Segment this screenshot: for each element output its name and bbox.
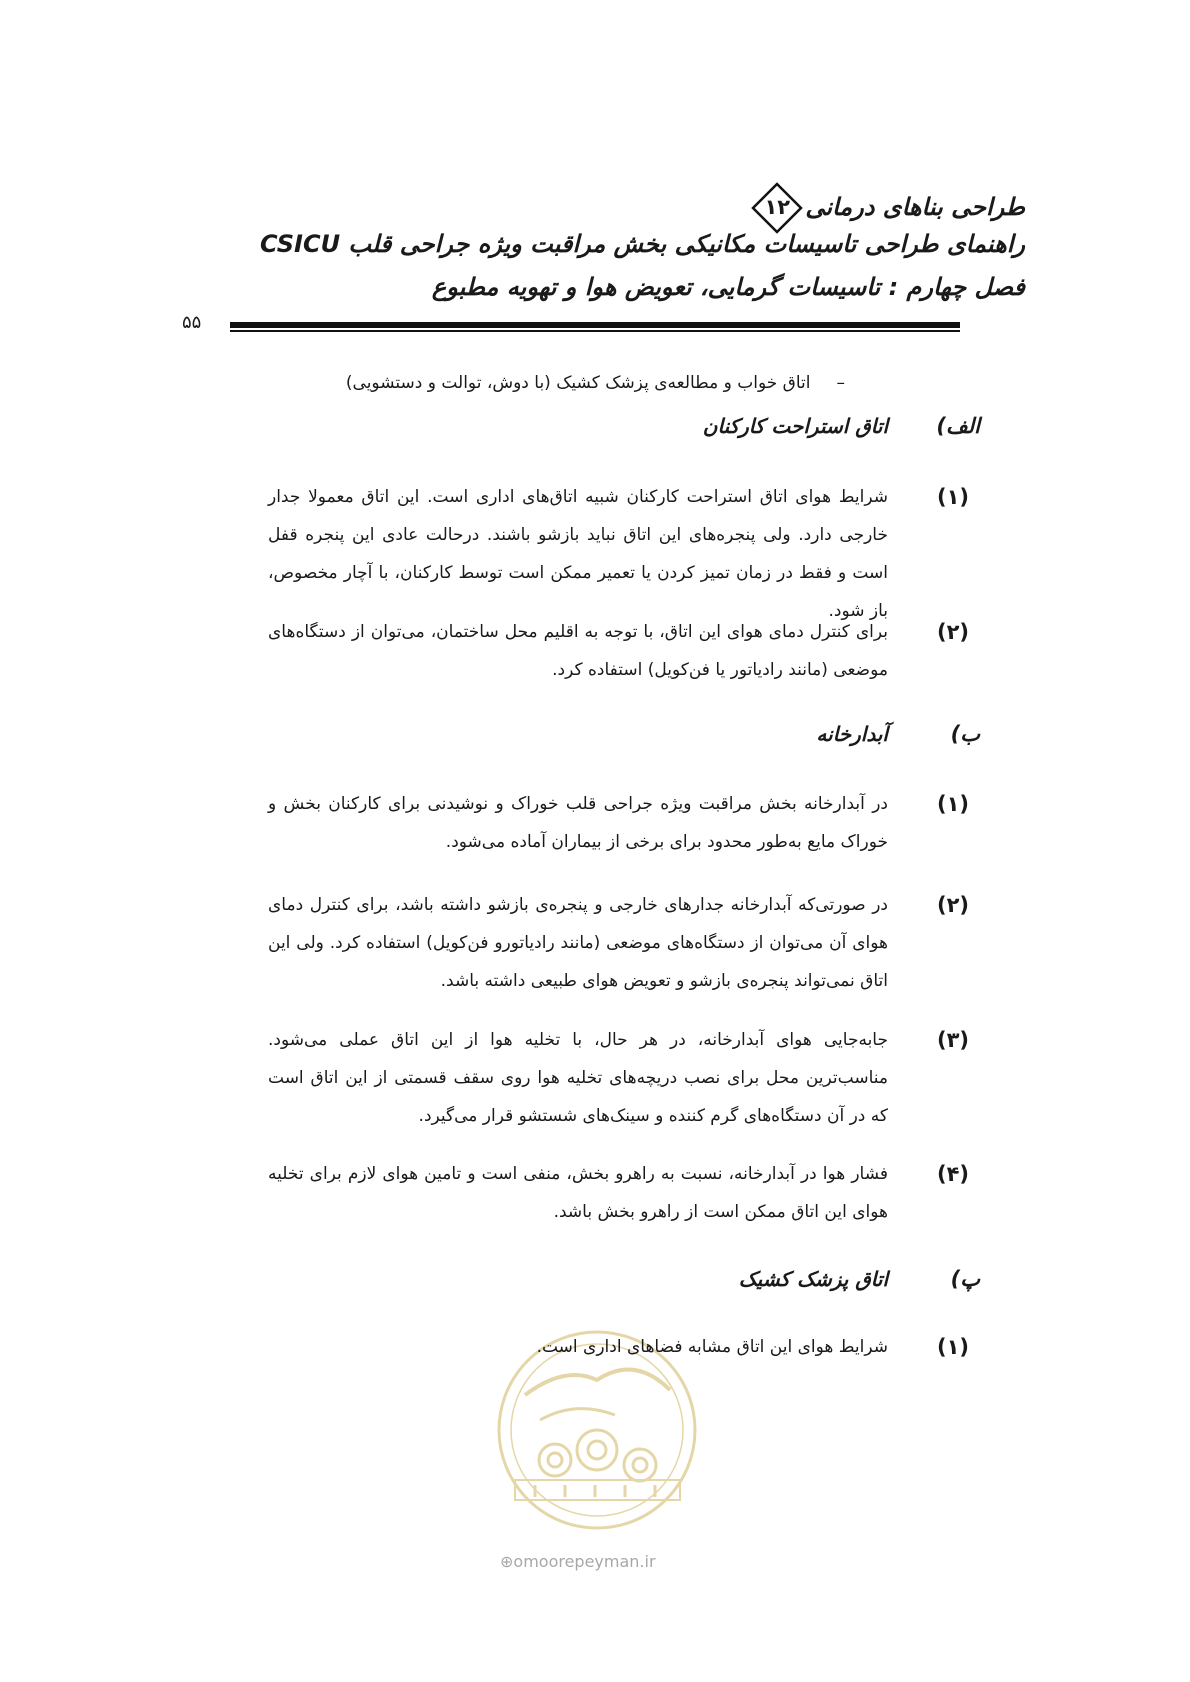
paragraph-text: شرایط هوای این اتاق مشابه فضاهای اداری است. xyxy=(536,1337,888,1357)
section-title: اتاق پزشک کشیک xyxy=(738,1267,888,1291)
paragraph-number: (۱) xyxy=(936,1335,970,1359)
section-title: آبدارخانه xyxy=(816,722,888,746)
paragraph-text: برای کنترل دمای هوای این اتاق، با توجه به اقلیم محل ساختمان، می‌توان از دستگاه‌های موضعی (مانند رادیاتور یا فن‌کویل) استفاده کرد. xyxy=(268,622,888,680)
page-number: ۵۵ xyxy=(182,312,202,333)
paragraph-text: شرایط هوای اتاق استراحت کارکنان شبیه اتاق‌های اداری است. این اتاق معمولا جدار خارجی دارد. ولی پنجره‌های این اتاق نباید بازشو باشند. درحالت عادی این پنجره قفل است و فقط در زمان تمیز کردن یا تعمیر ممکن است توسط کارکنان، با آچار مخصوص، باز شود. xyxy=(268,487,888,621)
paragraph-text: جابه‌جایی هوای آبدارخانه، در هر حال، با تخلیه هوا از این اتاق عملی می‌شود. مناسب‌ترین محل برای نصب دریچه‌های تخلیه هوا روی سقف قسمتی از این اتاق است که در آن دستگاه‌های گرم کننده و سینک‌های شستشو قرار می‌گیرد. xyxy=(268,1030,888,1126)
section-letter: ب) xyxy=(950,722,980,746)
intro-item-text: اتاق خواب و مطالعه‌ی پزشک کشیک (با دوش، توالت و دستشویی) xyxy=(345,373,811,393)
paragraph-number: (۳) xyxy=(936,1028,970,1052)
watermark-globe-icon: ⊕ xyxy=(500,1552,514,1571)
section-title: اتاق استراحت کارکنان xyxy=(702,414,888,438)
paragraph-text: در آبدارخانه بخش مراقبت ویژه جراحی قلب خوراک و نوشیدنی برای کارکنان بخش و خوراک مایع به‌طور محدود برای برخی از بیماران آماده می‌شود. xyxy=(268,794,888,852)
paragraph-text: در صورتی‌که آبدارخانه جدارهای خارجی و پنجره‌ی بازشو داشته باشد، برای کنترل دمای هوای آن می‌توان از دستگاه‌های موضعی (مانند رادیاتورو فن‌کویل) استفاده کرد. ولی این اتاق نمی‌تواند پنجره‌ی بازشو و تعویض هوای طبیعی داشته باشد. xyxy=(268,895,888,991)
header-rule xyxy=(230,322,960,332)
book-title-line xyxy=(749,182,1025,234)
volume-number-badge xyxy=(751,182,803,234)
section-letter: الف) xyxy=(936,414,980,438)
guide-title: راهنمای طراحی تاسیسات مکانیکی بخش مراقبت ویژه جراحی قلب CSICU xyxy=(260,230,1025,258)
watermark-site: ⊕omoorepeyman.ir xyxy=(500,1552,656,1571)
volume-number: ۱۲ xyxy=(764,195,791,219)
paragraph-number: (۱) xyxy=(936,792,970,816)
paragraph-number: (۴) xyxy=(936,1162,970,1186)
paragraph-number: (۲) xyxy=(936,893,970,917)
dash-bullet: – xyxy=(836,373,845,393)
paragraph-number: (۱) xyxy=(936,485,970,509)
book-title: طراحی بناهای درمانی xyxy=(805,193,1025,221)
paragraph-text: فشار هوا در آبدارخانه، نسبت به راهرو بخش، منفی است و تامین هوای لازم برای تخلیه هوای این اتاق ممکن است از راهرو بخش باشد. xyxy=(268,1164,888,1222)
section-letter: پ) xyxy=(950,1267,980,1291)
intro-list-item xyxy=(346,373,845,393)
paragraph-number: (۲) xyxy=(936,620,970,644)
chapter-title: فصل چهارم : تاسیسات گرمایی، تعویض هوا و تهویه مطبوع xyxy=(431,273,1025,301)
